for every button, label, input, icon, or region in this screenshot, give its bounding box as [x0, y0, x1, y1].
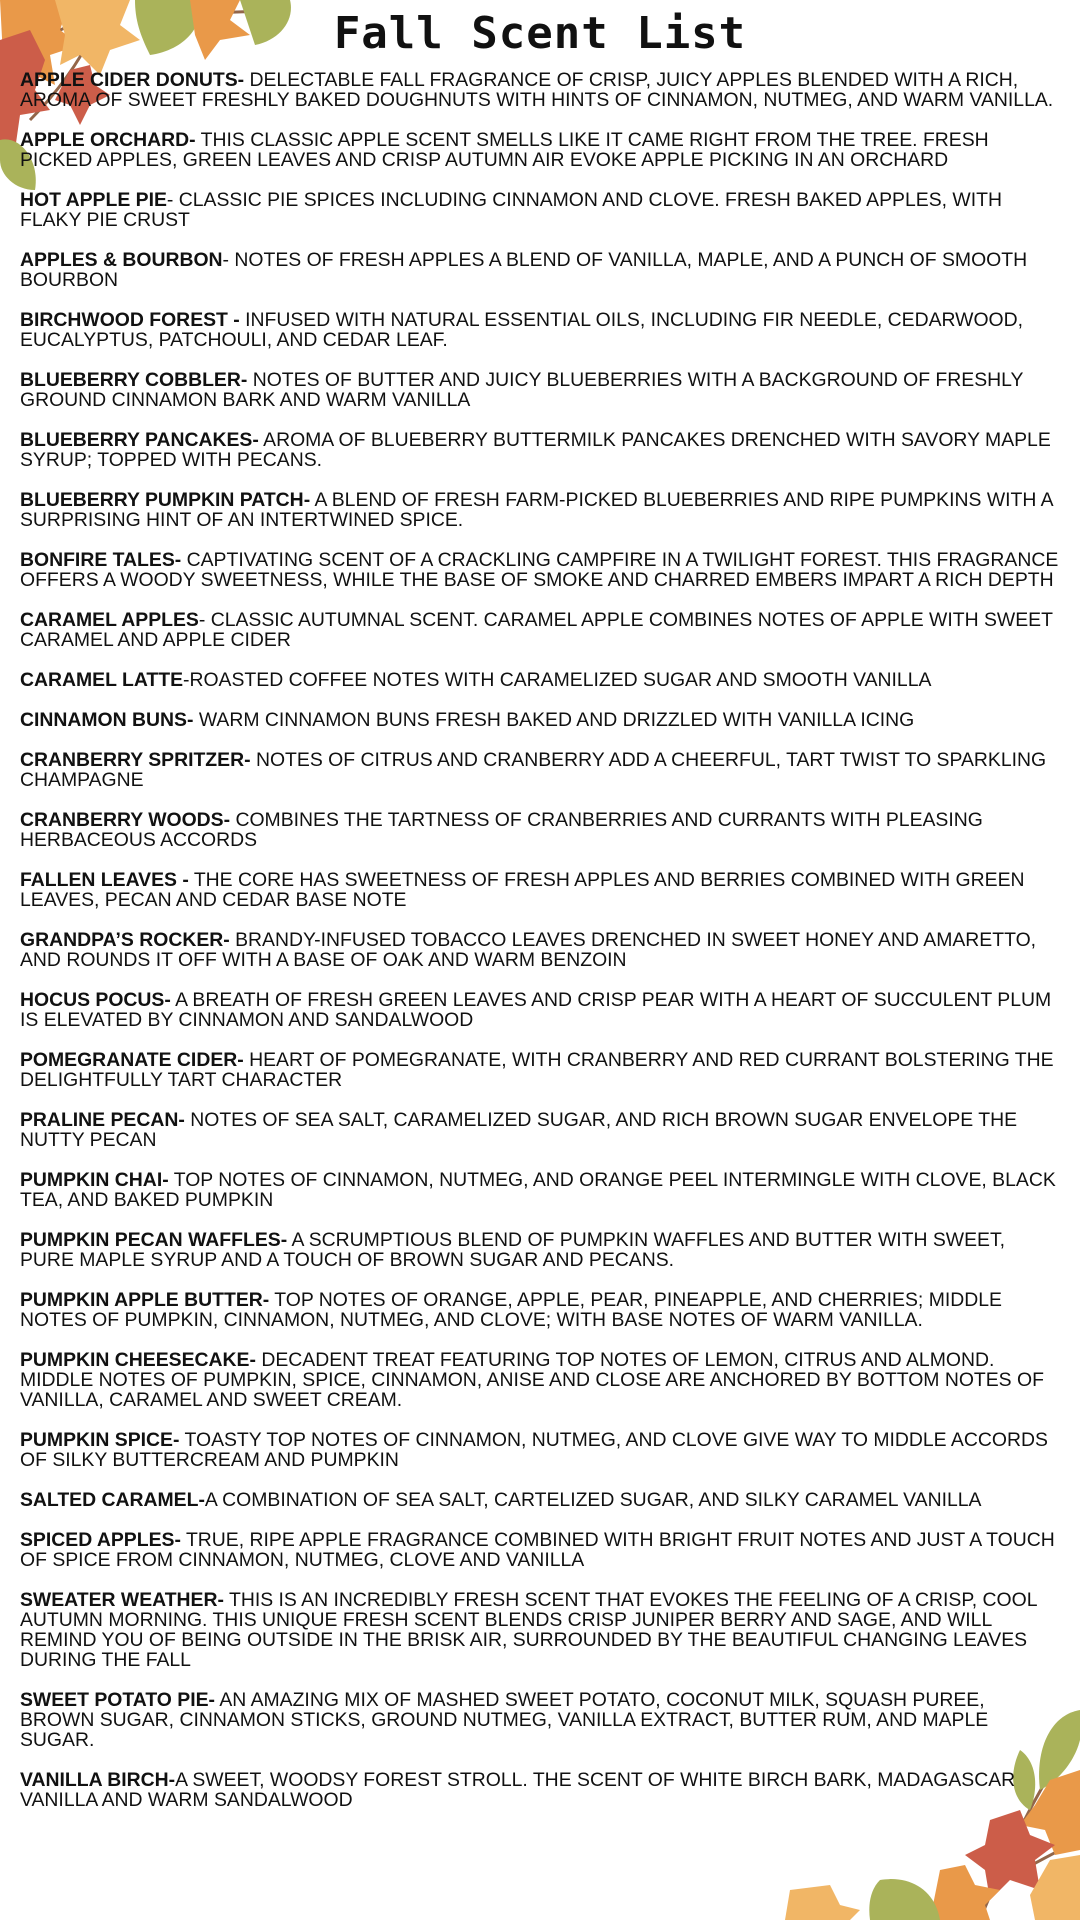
- scent-name: BIRCHWOOD FOREST -: [20, 309, 240, 331]
- scent-description: A BLEND OF FRESH FARM-PICKED BLUEBERRIES AND RIPE PUMPKINS WITH A SURPRISING HINT OF AN INTERTWINED SPICE.: [20, 489, 1053, 531]
- list-item: [20, 1590, 1060, 1670]
- scent-description: A SWEET, WOODSY FOREST STROLL. THE SCENT OF WHITE BIRCH BARK, MADAGASCAR VANILLA AND WARM SANDALWOOD: [20, 1769, 1016, 1811]
- scent-name: PRALINE PECAN-: [20, 1109, 185, 1131]
- list-item: [20, 1170, 1060, 1210]
- list-item: [20, 1110, 1060, 1150]
- list-item: [20, 1430, 1060, 1470]
- scent-description: AROMA OF BLUEBERRY BUTTERMILK PANCAKES DRENCHED WITH SAVORY MAPLE SYRUP; TOPPED WITH PECANS.: [20, 429, 1051, 471]
- scent-name: APPLE ORCHARD-: [20, 129, 196, 151]
- scent-description: - CLASSIC AUTUMNAL SCENT. CARAMEL APPLE COMBINES NOTES OF APPLE WITH SWEET CARAMEL AND APPLE CIDER: [20, 609, 1053, 651]
- scent-description: -ROASTED COFFEE NOTES WITH CARAMELIZED SUGAR AND SMOOTH VANILLA: [183, 669, 932, 691]
- scent-description: BRANDY-INFUSED TOBACCO LEAVES DRENCHED IN SWEET HONEY AND AMARETTO, AND ROUNDS IT OFF WITH A BASE OF OAK AND WARM BENZOIN: [20, 929, 1037, 971]
- scent-name: SALTED CARAMEL-: [20, 1489, 205, 1511]
- scent-name: PUMPKIN SPICE-: [20, 1429, 180, 1451]
- list-item: [20, 1690, 1060, 1750]
- scent-name: PUMPKIN APPLE BUTTER-: [20, 1289, 270, 1311]
- scent-name: CRANBERRY WOODS-: [20, 809, 231, 831]
- list-item: [20, 130, 1060, 170]
- scent-name: GRANDPA’S ROCKER-: [20, 929, 230, 951]
- list-item: [20, 1230, 1060, 1270]
- list-item: [20, 70, 1060, 110]
- scent-name: BLUEBERRY PANCAKES-: [20, 429, 259, 451]
- list-item: [20, 1770, 1060, 1810]
- scent-description: COMBINES THE TARTNESS OF CRANBERRIES AND CURRANTS WITH PLEASING HERBACEOUS ACCORDS: [20, 809, 983, 851]
- scent-description: TOP NOTES OF ORANGE, APPLE, PEAR, PINEAPPLE, AND CHERRIES; MIDDLE NOTES OF PUMPKIN, CINNAMON, NUTMEG, AND CLOVE; WITH BASE NOTES OF WARM VANILLA.: [20, 1289, 1002, 1331]
- list-item: [20, 990, 1060, 1030]
- scent-description: - NOTES OF FRESH APPLES A BLEND OF VANILLA, MAPLE, AND A PUNCH OF SMOOTH BOURBON: [20, 249, 1028, 291]
- scent-description: INFUSED WITH NATURAL ESSENTIAL OILS, INCLUDING FIR NEEDLE, CEDARWOOD, EUCALYPTUS, PATCHOULI, AND CEDAR LEAF.: [20, 309, 1024, 351]
- scent-description: TOASTY TOP NOTES OF CINNAMON, NUTMEG, AND CLOVE GIVE WAY TO MIDDLE ACCORDS OF SILKY BUTTERCREAM AND PUMPKIN: [20, 1429, 1048, 1471]
- scent-description: DELECTABLE FALL FRAGRANCE OF CRISP, JUICY APPLES BLENDED WITH A RICH, AROMA OF SWEET FRESHLY BAKED DOUGHNUTS WITH HINTS OF CINNAMON, NUTMEG, AND WARM VANILLA.: [20, 69, 1054, 111]
- scent-name: BONFIRE TALES-: [20, 549, 182, 571]
- list-item: [20, 870, 1060, 910]
- scent-description: NOTES OF BUTTER AND JUICY BLUEBERRIES WITH A BACKGROUND OF FRESHLY GROUND CINNAMON BARK AND WARM VANILLA: [20, 369, 1024, 411]
- list-item: [20, 550, 1060, 590]
- scent-description: - CLASSIC PIE SPICES INCLUDING CINNAMON AND CLOVE. FRESH BAKED APPLES, WITH FLAKY PIE CRUST: [20, 189, 1002, 231]
- scent-description: TOP NOTES OF CINNAMON, NUTMEG, AND ORANGE PEEL INTERMINGLE WITH CLOVE, BLACK TEA, AND BAKED PUMPKIN: [20, 1169, 1056, 1211]
- scent-description: A COMBINATION OF SEA SALT, CARTELIZED SUGAR, AND SILKY CARAMEL VANILLA: [204, 1489, 982, 1511]
- scent-name: FALLEN LEAVES -: [20, 869, 189, 891]
- list-item: [20, 1050, 1060, 1090]
- scent-name: SWEET POTATO PIE-: [20, 1689, 215, 1711]
- list-item: [20, 250, 1060, 290]
- scent-description: DECADENT TREAT FEATURING TOP NOTES OF LEMON, CITRUS AND ALMOND. MIDDLE NOTES OF PUMPKIN, SPICE, CINNAMON, ANISE AND CLOSE ARE ANCHORED BY BOTTOM NOTES OF VANILLA, CARAMEL AND SWEET CREAM.: [20, 1349, 1044, 1411]
- scent-name: PUMPKIN PECAN WAFFLES-: [20, 1229, 288, 1251]
- scent-description: WARM CINNAMON BUNS FRESH BAKED AND DRIZZLED WITH VANILLA ICING: [193, 709, 915, 731]
- scent-list: [20, 70, 1060, 1830]
- scent-name: APPLES & BOURBON: [20, 249, 223, 271]
- scent-name: CARAMEL APPLES: [20, 609, 199, 631]
- list-item: [20, 1490, 1060, 1510]
- page-title: Fall Scent List: [333, 8, 747, 59]
- list-item: [20, 670, 1060, 690]
- list-item: [20, 430, 1060, 470]
- scent-description: THE CORE HAS SWEETNESS OF FRESH APPLES AND BERRIES COMBINED WITH GREEN LEAVES, PECAN AND CEDAR BASE NOTE: [20, 869, 1025, 911]
- list-item: [20, 930, 1060, 970]
- scent-description: CAPTIVATING SCENT OF A CRACKLING CAMPFIRE IN A TWILIGHT FOREST. THIS FRAGRANCE OFFERS A WOODY SWEETNESS, WHILE THE BASE OF SMOKE AND CHARRED EMBERS IMPART A RICH DEPTH: [20, 549, 1059, 591]
- scent-name: PUMPKIN CHAI-: [20, 1169, 169, 1191]
- scent-name: HOT APPLE PIE: [20, 189, 167, 211]
- list-item: [20, 1350, 1060, 1410]
- scent-name: APPLE CIDER DONUTS-: [20, 69, 245, 91]
- scent-name: VANILLA BIRCH-: [20, 1769, 176, 1791]
- scent-description: NOTES OF CITRUS AND CRANBERRY ADD A CHEERFUL, TART TWIST TO SPARKLING CHAMPAGNE: [20, 749, 1047, 791]
- scent-name: POMEGRANATE CIDER-: [20, 1049, 244, 1071]
- scent-description: AN AMAZING MIX OF MASHED SWEET POTATO, COCONUT MILK, SQUASH PUREE, BROWN SUGAR, CINNAMON STICKS, GROUND NUTMEG, VANILLA EXTRACT, BUTTER RUM, AND MAPLE SUGAR.: [20, 1689, 989, 1751]
- list-item: [20, 370, 1060, 410]
- scent-name: BLUEBERRY COBBLER-: [20, 369, 248, 391]
- list-item: [20, 190, 1060, 230]
- scent-description: TRUE, RIPE APPLE FRAGRANCE COMBINED WITH BRIGHT FRUIT NOTES AND JUST A TOUCH OF SPICE FROM CINNAMON, NUTMEG, CLOVE AND VANILLA: [20, 1529, 1055, 1571]
- scent-description: A BREATH OF FRESH GREEN LEAVES AND CRISP PEAR WITH A HEART OF SUCCULENT PLUM IS ELEVATED BY CINNAMON AND SANDALWOOD: [20, 989, 1052, 1031]
- scent-name: BLUEBERRY PUMPKIN PATCH-: [20, 489, 311, 511]
- scent-description: HEART OF POMEGRANATE, WITH CRANBERRY AND RED CURRANT BOLSTERING THE DELIGHTFULLY TART CHARACTER: [20, 1049, 1054, 1091]
- list-item: [20, 610, 1060, 650]
- list-item: [20, 1530, 1060, 1570]
- list-item: [20, 1290, 1060, 1330]
- scent-description: A SCRUMPTIOUS BLEND OF PUMPKIN WAFFLES AND BUTTER WITH SWEET, PURE MAPLE SYRUP AND A TOUCH OF BROWN SUGAR AND PECANS.: [20, 1229, 1006, 1271]
- scent-description: THIS CLASSIC APPLE SCENT SMELLS LIKE IT CAME RIGHT FROM THE TREE. FRESH PICKED APPLES, GREEN LEAVES AND CRISP AUTUMN AIR EVOKE APPLE PICKING IN AN ORCHARD: [20, 129, 989, 171]
- scent-name: CRANBERRY SPRITZER-: [20, 749, 251, 771]
- list-item: [20, 710, 1060, 730]
- list-item: [20, 310, 1060, 350]
- scent-name: SPICED APPLES-: [20, 1529, 181, 1551]
- scent-name: CARAMEL LATTE: [20, 669, 184, 691]
- scent-name: HOCUS POCUS-: [20, 989, 171, 1011]
- scent-name: CINNAMON BUNS-: [20, 709, 194, 731]
- scent-description: NOTES OF SEA SALT, CARAMELIZED SUGAR, AND RICH BROWN SUGAR ENVELOPE THE NUTTY PECAN: [20, 1109, 1018, 1151]
- list-item: [20, 750, 1060, 790]
- scent-name: PUMPKIN CHEESECAKE-: [20, 1349, 256, 1371]
- list-item: [20, 810, 1060, 850]
- scent-description: THIS IS AN INCREDIBLY FRESH SCENT THAT EVOKES THE FEELING OF A CRISP, COOL AUTUMN MORNING. THIS UNIQUE FRESH SCENT BLENDS CRISP JUNIPER BERRY AND SAGE, AND WILL REMIND YOU OF BEING OUTSIDE IN THE BRISK AIR, SURROUNDED BY THE BEAUTIFUL CHANGING LEAVES DURING THE FALL: [20, 1589, 1037, 1671]
- list-item: [20, 490, 1060, 530]
- scent-name: SWEATER WEATHER-: [20, 1589, 224, 1611]
